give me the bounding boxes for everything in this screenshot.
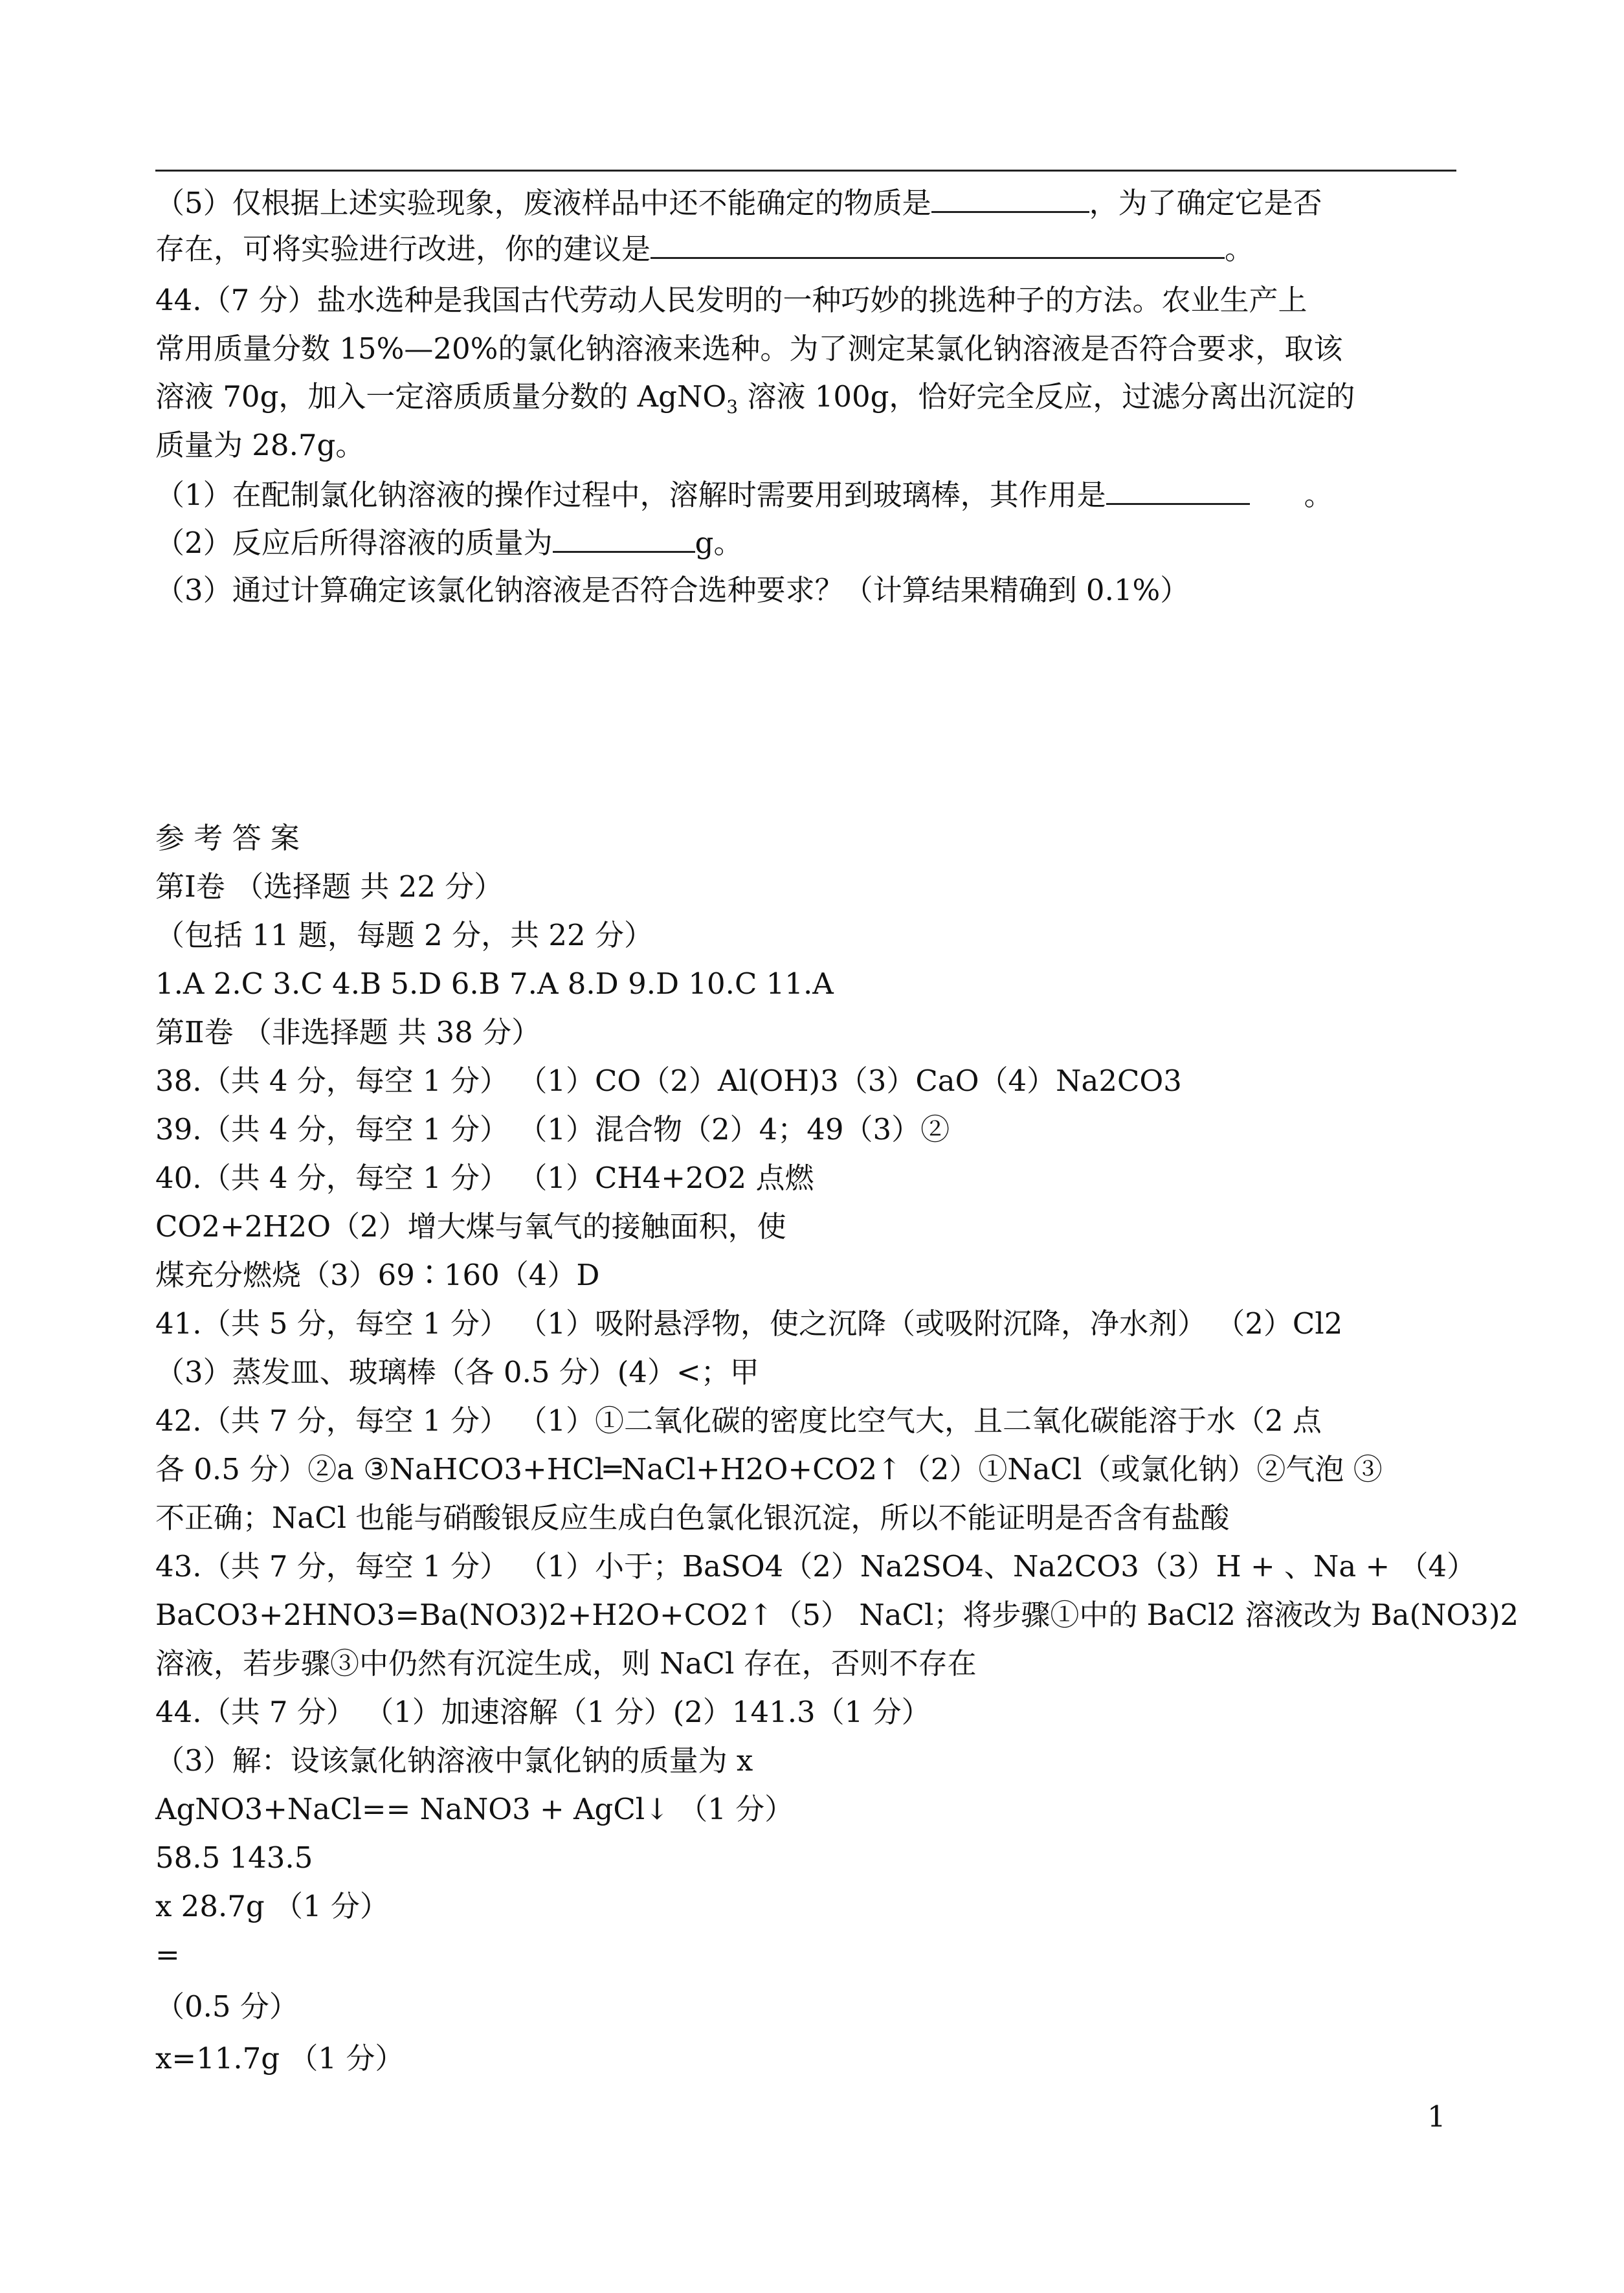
answer-line: （3）解：设该氯化钠溶液中氯化钠的质量为 x bbox=[155, 1743, 753, 1778]
q44-line1: 44.（7 分）盐水选种是我国古代劳动人民发明的一种巧妙的挑选种子的方法。农业生产上 bbox=[155, 283, 1307, 317]
q43-5-line2 bbox=[155, 229, 1502, 269]
answer-line: 40.（共 4 分，每空 1 分） （1）CH4+2O2 点燃 bbox=[155, 1161, 814, 1195]
answer-line: 41.（共 5 分，每空 1 分） （1）吸附悬浮物，使之沉降（或吸附沉降，净水剂） （2）Cl2 bbox=[155, 1306, 1343, 1341]
punctuation: 。 bbox=[1304, 478, 1333, 512]
q44-line2: 常用质量分数 15%—20%的氯化钠溶液来选种。为了测定某氯化钠溶液是否符合要求，取该 bbox=[155, 331, 1343, 366]
answer-line: 43.（共 7 分，每空 1 分） （1）小于；BaSO4（2）Na2SO4、Na2CO3（3）H + 、Na + （4） bbox=[155, 1549, 1476, 1583]
q44-sub3: （3）通过计算确定该氯化钠溶液是否符合选种要求？（计算结果精确到 0.1%） bbox=[155, 573, 1190, 607]
q44-sub2-text: （2）反应后所得溶液的质量为 bbox=[155, 526, 553, 560]
q44-line3-a: 溶液 70g，加入一定溶质质量分数的 AgNO bbox=[155, 379, 727, 414]
q44-sub2 bbox=[155, 522, 1502, 563]
answer-line: 42.（共 7 分，每空 1 分） （1）①二氧化碳的密度比空气大，且二氧化碳能溶于水（2 点 bbox=[155, 1404, 1322, 1438]
answer-line: （3）蒸发皿、玻璃棒（各 0.5 分）(4）<；甲 bbox=[155, 1355, 759, 1389]
answer-line: 不正确；NaCl 也能与硝酸银反应生成白色氯化银沉淀，所以不能证明是否含有盐酸 bbox=[155, 1501, 1230, 1535]
answer-line: 第Ⅰ卷 （选择题 共 22 分） bbox=[155, 869, 504, 904]
answer-line: 39.（共 4 分，每空 1 分） （1）混合物（2）4；49（3）② bbox=[155, 1112, 950, 1146]
answer-blank[interactable] bbox=[931, 183, 1089, 213]
answer-line: 1.A 2.C 3.C 4.B 5.D 6.B 7.A 8.D 9.D 10.C 11.A bbox=[155, 967, 834, 1001]
q43-5-suggestion-label: 存在，可将实验进行改进，你的建议是 bbox=[155, 232, 651, 266]
subscript: 3 bbox=[726, 396, 739, 418]
answer-line: BaCO3+2HNO3=Ba(NO3)2+H2O+CO2↑（5） NaCl；将步骤①中的 BaCl2 溶液改为 Ba(NO3)2 bbox=[155, 1598, 1519, 1632]
q44-sub1 bbox=[155, 475, 1502, 515]
answer-blank[interactable] bbox=[1106, 475, 1250, 505]
q43-5-text-cont: ，为了确定它是否 bbox=[1089, 186, 1322, 220]
answer-line: x=11.7g （1 分） bbox=[155, 2041, 405, 2075]
answer-line: 44.（共 7 分） （1）加速溶解（1 分）(2）141.3（1 分） bbox=[155, 1695, 931, 1729]
answer-line: 各 0.5 分）②a ③NaHCO3+HCl═NaCl+H2O+CO2↑（2）①NaCl（或氯化钠）②气泡 ③ bbox=[155, 1452, 1383, 1486]
answer-line: AgNO3+NaCl== NaNO3 + AgCl↓ （1 分） bbox=[155, 1792, 794, 1826]
q44-line3 bbox=[155, 377, 1502, 416]
answer-blank[interactable] bbox=[553, 522, 695, 553]
answer-line: 第Ⅱ卷 （非选择题 共 38 分） bbox=[155, 1015, 541, 1049]
answer-blank[interactable] bbox=[651, 229, 1225, 259]
answers-heading: 参 考 答 案 bbox=[155, 821, 300, 855]
q43-5-text: （5）仅根据上述实验现象，废液样品中还不能确定的物质是 bbox=[155, 186, 931, 220]
answer-line: CO2+2H2O（2）增大煤与氧气的接触面积，使 bbox=[155, 1209, 786, 1244]
answer-line: = bbox=[155, 1938, 180, 1972]
q44-line4: 质量为 28.7g。 bbox=[155, 428, 365, 462]
answer-line: （0.5 分） bbox=[155, 1989, 298, 2024]
answer-line: 溶液，若步骤③中仍然有沉淀生成，则 NaCl 存在，否则不存在 bbox=[155, 1646, 977, 1681]
q43-5-line1 bbox=[155, 183, 1502, 223]
answer-line: 38.（共 4 分，每空 1 分） （1）CO（2）Al(OH)3（3）CaO（4）Na2CO3 bbox=[155, 1064, 1182, 1098]
page-number: 1 bbox=[1427, 2099, 1446, 2134]
top-rule bbox=[155, 170, 1456, 172]
answer-line: 58.5 143.5 bbox=[155, 1840, 313, 1875]
q44-sub1-text: （1）在配制氯化钠溶液的操作过程中，溶解时需要用到玻璃棒，其作用是 bbox=[155, 478, 1106, 512]
answer-line: x 28.7g （1 分） bbox=[155, 1889, 389, 1923]
answer-line: 煤充分燃烧（3）69∶160（4）D bbox=[155, 1258, 600, 1292]
q44-line3-b: 溶液 100g，恰好完全反应，过滤分离出沉淀的 bbox=[738, 379, 1355, 414]
answer-line: （包括 11 题，每题 2 分，共 22 分） bbox=[155, 918, 653, 952]
punctuation: 。 bbox=[1225, 232, 1254, 266]
unit-g: g。 bbox=[695, 526, 743, 560]
